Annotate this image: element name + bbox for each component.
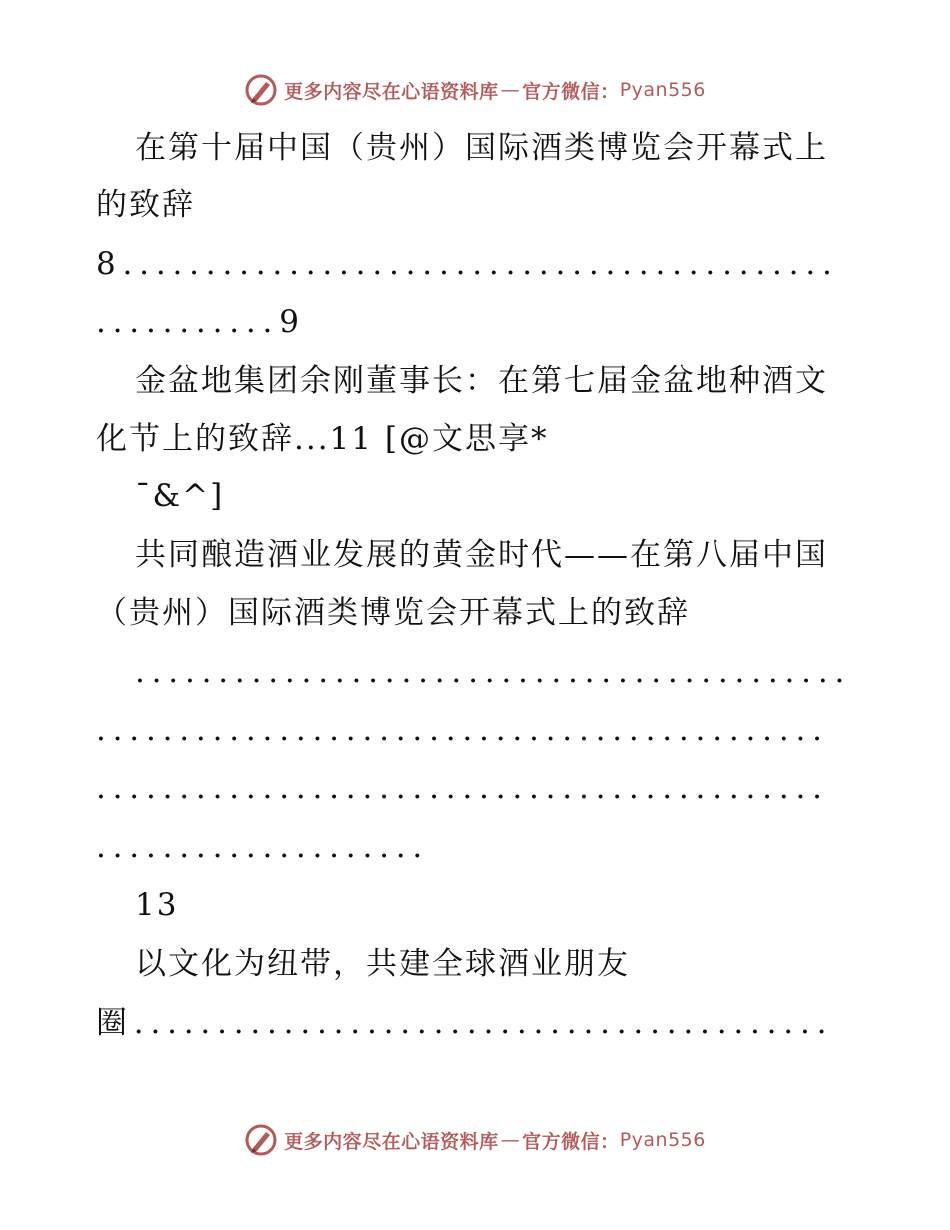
toc-page-number: ...........9 — [96, 304, 306, 340]
toc-entry-title: 以文化为纽带，共建全球酒业朋友 — [135, 946, 630, 982]
toc-entry-title-cont: （贵州）国际酒类博览会开幕式上的致辞 — [96, 595, 690, 631]
pen-logo-icon — [244, 1123, 278, 1157]
watermark-separator: — — [500, 79, 521, 101]
toc-leader-dots: ........................................... — [135, 654, 852, 690]
watermark-wechat-id: Pyan556 — [619, 79, 706, 101]
header-watermark — [0, 70, 950, 110]
toc-entry-title-cont: 的致辞 — [96, 187, 195, 223]
watermark-wechat-label: 官方微信： — [522, 80, 620, 103]
toc-entry-title-cont: 圈.......................................... — [96, 1005, 834, 1041]
toc-leader-dots: 8........................................... — [96, 246, 839, 282]
watermark-separator: — — [500, 1129, 521, 1151]
toc-entry-title-cont: 化节上的致辞...11 [@文思享* — [96, 421, 549, 457]
pen-logo-icon — [244, 73, 278, 107]
watermark-text: 更多内容尽在心语资料库 — [284, 80, 499, 103]
toc-page-number: 13 — [135, 887, 179, 923]
toc-leader-dots: .................... — [96, 829, 430, 865]
toc-garbled-text: ¯&^] — [135, 478, 225, 514]
footer-watermark — [0, 1120, 950, 1160]
watermark-text: 更多内容尽在心语资料库 — [284, 1130, 499, 1153]
toc-entry-title: 共同酿造酒业发展的黄金时代——在第八届中国 — [135, 537, 828, 573]
toc-leader-dots: ............................................ — [96, 770, 829, 806]
toc-leader-dots: ............................................ — [96, 712, 829, 748]
toc-entry-title: 在第十届中国（贵州）国际酒类博览会开幕式上 — [135, 130, 828, 166]
watermark-wechat-id: Pyan556 — [619, 1129, 706, 1151]
watermark-wechat-label: 官方微信： — [522, 1130, 620, 1153]
toc-entry-title: 金盆地集团余刚董事长：在第七届金盆地种酒文 — [135, 363, 828, 399]
